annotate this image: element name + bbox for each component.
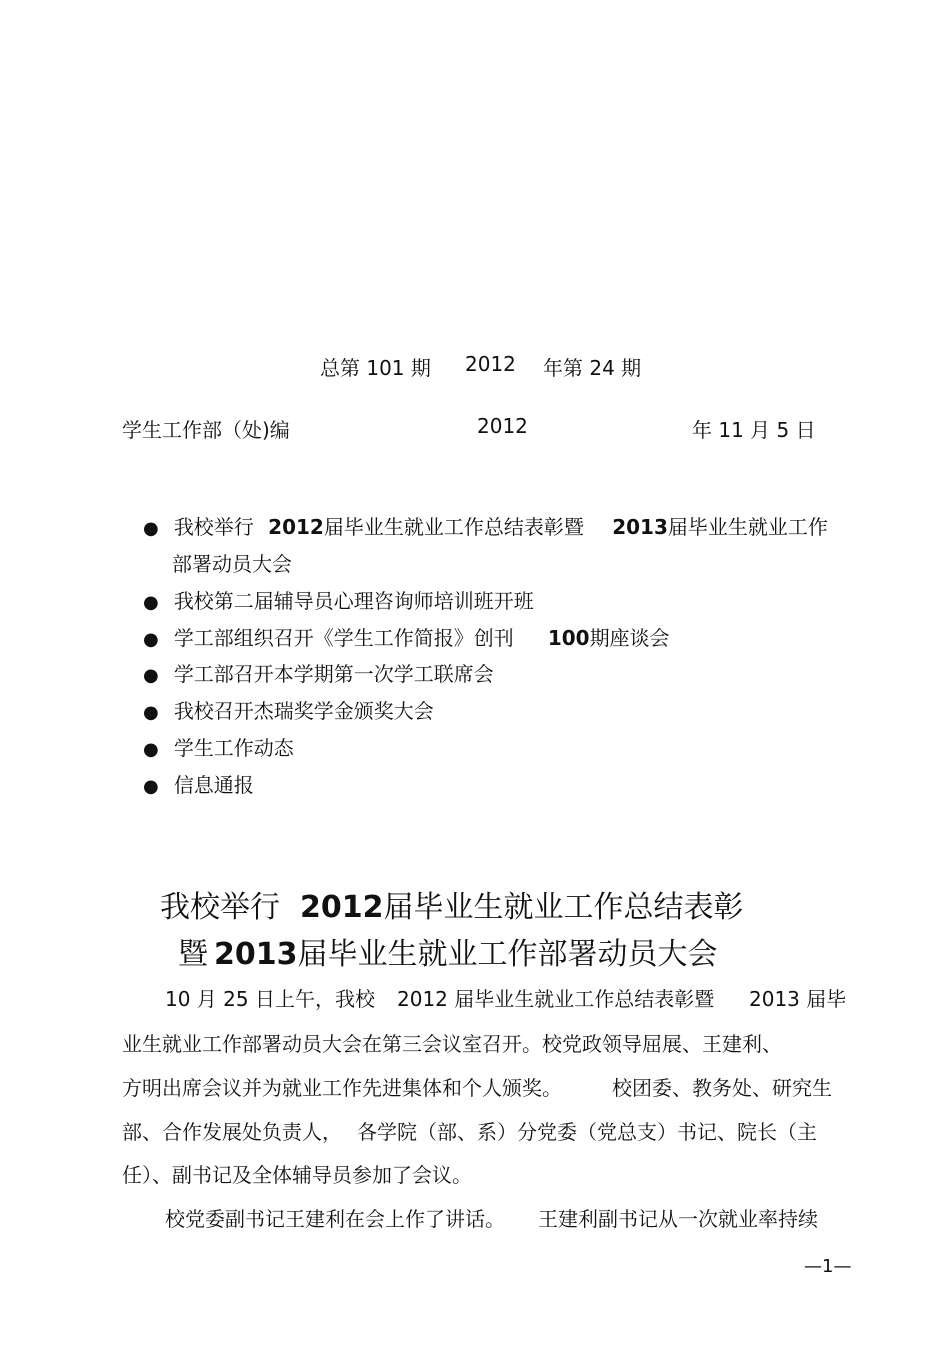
issue-year: 2012	[465, 352, 516, 376]
bullet-icon: ●	[143, 776, 159, 797]
issue-total-prefix: 总第	[320, 356, 360, 380]
issue-number	[543, 352, 641, 381]
toc-item-continuation[interactable]: 部署动员大会	[172, 552, 292, 576]
toc-item[interactable]	[143, 622, 670, 651]
toc-item[interactable]	[143, 511, 828, 540]
toc-text: 我校举行 2012届毕业生就业工作总结表彰暨 2013届毕业生就业工作	[173, 515, 828, 539]
paragraph-line: 业生就业工作部署动员大会在第三会议室召开。校党政领导屈展、王建利、	[122, 1032, 782, 1056]
issue-year-suffix: 年第	[543, 356, 583, 380]
editor-label: 学生工作部（处)编	[122, 418, 290, 442]
issue-number-value: 24	[589, 356, 615, 380]
paragraph-line: 10 月 25 日上午，我校	[165, 987, 375, 1011]
toc-text: 我校第二届辅导员心理咨询师培训班开班	[173, 589, 534, 613]
page-number: —1—	[804, 1256, 852, 1277]
toc-item[interactable]	[143, 585, 534, 614]
toc-text: 学工部组织召开《学生工作简报》创刊 100期座谈会	[173, 626, 670, 650]
toc-text: 信息通报	[173, 773, 254, 797]
paragraph-line: 校团委、教务处、研究生	[612, 1076, 832, 1100]
issue-total-suffix: 期	[410, 356, 431, 380]
paragraph-line: 2013 届毕	[749, 987, 847, 1011]
paragraph-line: 校党委副书记王建利在会上作了讲话。	[165, 1207, 505, 1231]
issue-total-number: 101	[366, 356, 405, 380]
toc-text: 我校召开杰瑞奖学金颁奖大会	[173, 699, 434, 723]
bullet-icon: ●	[143, 629, 159, 650]
bullet-icon: ●	[143, 739, 159, 760]
toc-text: 学生工作动态	[173, 736, 294, 760]
issue-number-suffix: 期	[621, 356, 642, 380]
paragraph-line: 各学院（部、系）分党委（党总支）书记、院长（主	[357, 1120, 817, 1144]
paragraph-line: 王建利副书记从一次就业率持续	[538, 1207, 818, 1231]
paragraph-line: 方明出席会议并为就业工作先进集体和个人颁奖。	[122, 1076, 562, 1100]
bullet-icon: ●	[143, 592, 159, 613]
toc-item[interactable]	[143, 658, 494, 687]
toc-item[interactable]	[143, 769, 254, 798]
article-title-line-2: 暨 2013届毕业生就业工作部署动员大会	[178, 937, 718, 972]
toc-text: 学工部召开本学期第一次学工联席会	[173, 662, 494, 686]
issue-total	[320, 352, 431, 381]
date-year: 2012	[477, 414, 528, 438]
toc-item[interactable]	[143, 695, 434, 724]
date-rest: 年 11 月 5 日	[692, 418, 816, 442]
toc-item[interactable]	[143, 732, 294, 761]
paragraph-line: 2012 届毕业生就业工作总结表彰暨	[397, 987, 715, 1011]
paragraph-line: 任）、副书记及全体辅导员参加了会议。	[122, 1163, 472, 1187]
bullet-icon: ●	[143, 518, 159, 539]
bullet-icon: ●	[143, 702, 159, 723]
article-title-line-1: 我校举行 2012届毕业生就业工作总结表彰	[160, 890, 744, 925]
bullet-icon: ●	[143, 665, 159, 686]
paragraph-line: 部、合作发展处负责人，	[122, 1120, 342, 1144]
